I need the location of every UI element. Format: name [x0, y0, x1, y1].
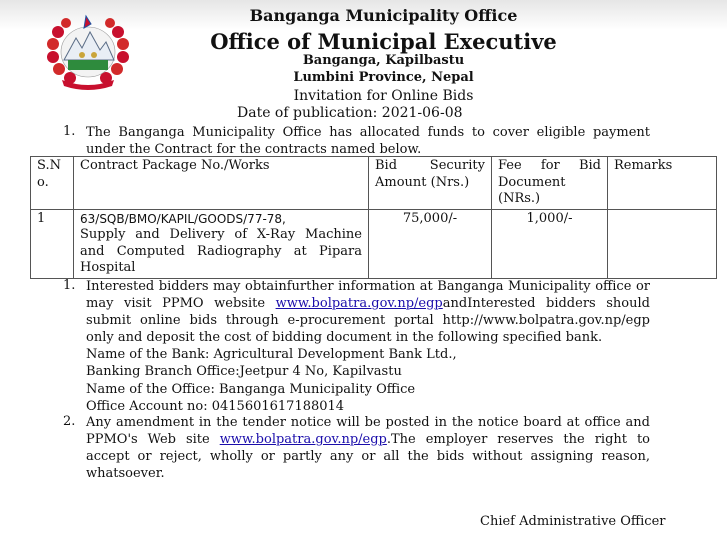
row-remarks — [608, 209, 717, 278]
address-line-2: Lumbini Province, Nepal — [293, 70, 474, 85]
header-bid-security: Bid Security Amount (Nrs.) — [369, 157, 492, 210]
intro-paragraph: The Banganga Municipality Office has allocated funds to cover eligible payment under the Contract for the contracts named below. — [86, 125, 650, 158]
office-name: Banganga Municipality Office — [249, 6, 518, 25]
instruction-1-number: 1. — [63, 278, 76, 293]
row-fee: 1,000/- — [492, 209, 608, 278]
instruction-1-text-b: andInterested bidders should submit online bids through e-procurement portal http://www.bolpatra.gov.np/egp only and deposit the cost of bidding document in the following specified bank. — [86, 296, 650, 346]
header-remarks: Remarks — [608, 157, 717, 210]
contract-table — [30, 156, 717, 279]
office-executive-title: Office of Municipal Executive — [210, 29, 557, 54]
publication-date: Date of publication: 2021-06-08 — [237, 105, 463, 121]
instruction-1 — [86, 278, 650, 415]
bolpatra-link-2[interactable]: www.bolpatra.gov.np/egp — [219, 432, 387, 448]
signature-title: Chief Administrative Officer — [480, 514, 666, 529]
instruction-1-text-a: Interested bidders may obtainfurther information at Banganga Municipality office or may visit PPMO website — [86, 279, 650, 312]
bank-branch: Banking Branch Office:Jeetpur 4 No, Kapilvastu — [86, 364, 402, 380]
header-package: Contract Package No./Works — [74, 157, 369, 210]
instruction-2-text-b: .The employer reserves the right to accept or reject, wholly or partly any or all the bids without assigning reason, whatsoever. — [86, 432, 651, 482]
table-row — [31, 209, 717, 278]
notice-title: Invitation for Online Bids — [293, 88, 474, 104]
instruction-2-number: 2. — [63, 414, 76, 429]
office-name-line: Name of the Office: Banganga Municipality Office — [86, 381, 416, 397]
table-header-row — [31, 157, 717, 210]
instruction-2 — [86, 414, 650, 482]
row-works: Supply and Delivery of X-Ray Machine and Computed Radiography at Pipara Hospital — [80, 227, 362, 275]
row-bid-security: 75,000/- — [369, 209, 492, 278]
header-sno: S.N o. — [31, 157, 74, 210]
bank-name: Name of the Bank: Agricultural Development Bank Ltd., — [86, 347, 457, 363]
intro-number: 1. — [63, 124, 76, 139]
row-works-cell — [74, 209, 369, 278]
address-line-1: Banganga, Kapilbastu — [302, 53, 465, 68]
row-sno: 1 — [31, 209, 74, 278]
header-fee: Fee for Bid Document (NRs.) — [492, 157, 608, 210]
office-account: Office Account no: 0415601617188014 — [86, 398, 345, 414]
row-package-code: 63/SQB/BMO/KAPIL/GOODS/77-78, — [80, 211, 286, 226]
bolpatra-link-1[interactable]: www.bolpatra.gov.np/egp — [275, 296, 443, 312]
instruction-2-text-a: Any amendment in the tender notice will be posted in the notice board at office and PPMO's Web site — [86, 415, 650, 448]
